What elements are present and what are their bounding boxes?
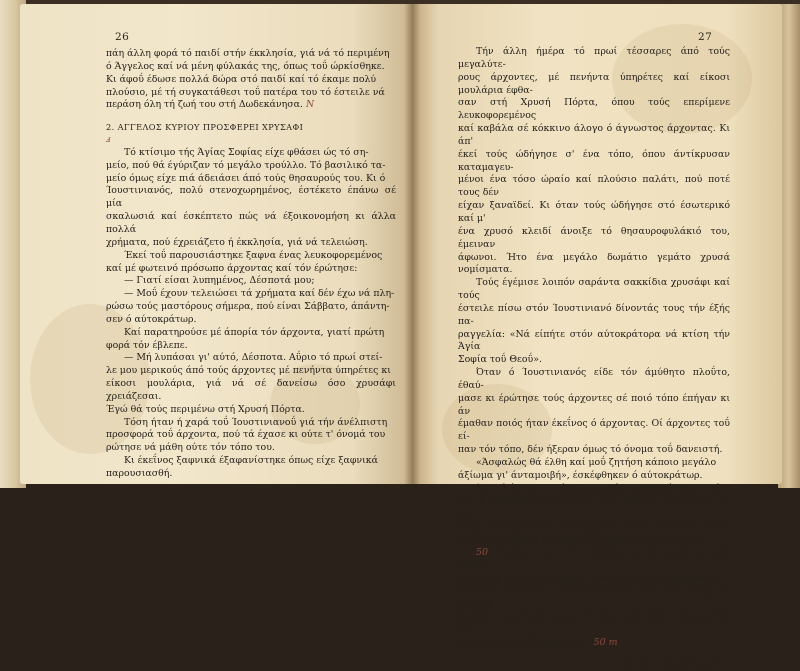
book-gutter bbox=[404, 4, 420, 484]
text-line: σπίτι ούτε δρόμο ματημένο εύρήκαν στόν ίδιο τόπο. bbox=[458, 534, 707, 546]
text-line: Ίουστινιανός, πολύ στενοχωρημένος, έστέκετο έπάνω σέ μία bbox=[106, 185, 396, 210]
text-line: «Άσφαλώς θά έλθη καί μοΰ ζητήση κάποιο μεγάλο bbox=[476, 457, 717, 468]
text-line: σκαλωσιά καί έσκέπτετο πώς νά έξοικονομήση κι άλλα πολλά bbox=[106, 211, 396, 235]
text-line: Τούς έγέμισε λοιπόν σαράντα σακκίδια χρυσάφι καί τούς bbox=[458, 277, 730, 302]
text-line: πάη άλλη φορά τό παιδί στήν έκκλησία, γιά νά τό περιμένη bbox=[106, 48, 390, 59]
text-line: σάφι, νά φέρουν καί τόν άρχοντα. Μά ούτε παλάτι ούτε bbox=[458, 521, 725, 533]
text-line: — Γιατί είσαι λυπημένος, Δέσποτά μου; bbox=[124, 275, 315, 287]
text-line: πλούσιο, μέ τή συγκατάθεσι τοΰ πατέρα του τό έστειλε νά bbox=[106, 86, 385, 98]
text-line: μένοι ένα τόσο ώραίο καί πλούσιο παλάτι, πού ποτέ τους δέν bbox=[458, 174, 730, 199]
text-line: έστειλες, Θεέ μου, τόν Άγγελό Σου καί μοΰ έφερε τή μεγάλη bbox=[458, 585, 730, 610]
text-line: 50 Ένόησε πιά τήν άλήθεια ό αύτοκράτωρ καί εύχαρί- bbox=[458, 546, 730, 571]
text-line: ρώτησε νά μάθη ούτε τόν τόπο του. bbox=[106, 442, 275, 454]
text-line: έμαθαν ποιός ήταν έκεΐνος ό άρχοντας. Οί άρχοντες τοΰ εί- bbox=[458, 418, 730, 443]
text-line: παρουσιασθή. bbox=[106, 468, 173, 479]
text-line: άφωνοι. Ήτο ένα μεγάλο δωμάτιο γεμάτο χρυσά νομίσματα. bbox=[458, 251, 730, 276]
text-line: Κι έκεΐνος ξαφνικά έξαφανίστηκε όπως είχε ξαφνικά bbox=[124, 455, 378, 467]
text-line: άξίωμα γι' άνταμοιβή», έσκέφθηκεν ό αύτοκράτωρ. bbox=[458, 469, 703, 481]
text-line: χρήματα, πού έχρειάζετο ή έκκλησία, γιά νά τελειώση. bbox=[106, 236, 368, 248]
text-line: είναι τό Άγιον Όνομά Σου». 50 m bbox=[458, 636, 618, 648]
text-line: ρους άρχοντες, μέ πενήντα ύπηρέτες καί είκοσι μουλάρια έφθα- bbox=[458, 71, 730, 96]
text-line: ρώσω τούς μαστόρους σήμερα, πού είναι Σάββατο, άπάντη- bbox=[106, 301, 390, 313]
text-line: καί μέ φωτεινό πρόσωπο άρχοντας καί τόν έρώτησε: bbox=[106, 262, 358, 274]
text-line: Τό κτίσιμο τής Άγίας Σοφίας είχε φθάσει ώς τό ση- bbox=[124, 146, 369, 158]
handwritten-mark: 50 bbox=[476, 546, 488, 558]
text-line: έκεί τούς ώδήγησε σ' ένα τόπο, όπου άντίκρυσαν καταμαγευ- bbox=[458, 148, 730, 173]
text-line: Άλλ' ό άγνωστος άρχοντας δέν παρουσιάσθηκε πιά. bbox=[476, 482, 724, 494]
text-line: παν τόν τόπο, δέν ήξεραν όμως τό όνομα τοΰ δανειστή. bbox=[458, 444, 723, 456]
section-heading: 2. ΑΓΓΕΛΟΣ ΚΥΡΙΟΥ ΠΡΟΣΦΕΡΕΙ ΧΡΥΣΑΦΙ bbox=[106, 122, 304, 133]
text-line: — Μή λυπάσαι γι' αύτό, Δέσποτα. Αΰριο τό πρωί στεί- bbox=[124, 352, 383, 364]
text-line: Τόση ήταν ή χαρά τοΰ Ίουστινιανοΰ γιά τήν άνέλπιστη bbox=[124, 416, 388, 428]
text-line: καί καβάλα σέ κόκκινο άλογο ό άγνωστος άρχοντας. Κι άπ' bbox=[458, 123, 730, 147]
text-line: Έκεί τοΰ παρουσιάστηκε ξαφνα ένας λευκοφορεμένος bbox=[124, 249, 383, 261]
page-number-left: 26 bbox=[115, 31, 130, 43]
right-page bbox=[412, 4, 782, 668]
text-line: ένα χρυσό κλειδί άνοιξε τό θησαυροφυλάκιό του, έμειναν bbox=[458, 225, 730, 250]
handwritten-mark: ⅎ bbox=[106, 135, 111, 146]
text-line: μασε κι έρώτησε τούς άρχοντες σέ ποιό τόπο έπήγαν κι άν bbox=[458, 392, 730, 417]
text-line: έστειλε πίσω στόν Ίουστινιανό δίνοντάς τους τήν έξής πα- bbox=[458, 302, 730, 327]
text-line: Έγώ θά τούς περιμένω στή Χρυσή Πόρτα. bbox=[106, 403, 305, 415]
text-line: Καί παρατηρούσε μέ άπορία τόν άρχοντα, γιατί πρώτη bbox=[124, 326, 385, 338]
text-line: στησε μέ μεγάλη εύλάβεια τό Θεό: «Τώρα έγνώρισα ότι bbox=[458, 572, 723, 584]
text-line: ραγγελία: «Νά είπήτε στόν αύτοκράτορα νά κτίση τήν Άγία bbox=[458, 328, 730, 353]
handwritten-mark: Ν bbox=[305, 99, 315, 111]
text-line: είχαν ξαναϊδεί. Κι όταν τούς ώδήγησε στό έσωτερικό καί μ' bbox=[458, 200, 730, 224]
text-line: Καί ό Ίουστινιανός έστειλε τούς ίδιους, πού έφεραν τό χρυ- bbox=[458, 495, 730, 520]
text-line: φορά τόν έβλεπε. bbox=[106, 339, 188, 351]
text-line: σαν στή Χρυσή Πόρτα, όπου τούς επερίμενε λευκοφορεμένος bbox=[458, 97, 730, 122]
text-line: προσφορά τοΰ άρχοντα, πού τά έχασε κι ούτε τ' όνομά του bbox=[106, 429, 386, 441]
text-line: σεν ό αύτοκράτωρ. bbox=[106, 313, 197, 325]
text-line: είκοσι μουλάρια, γιά νά σέ δανείσω όσο χρυσάφι χρειάζεσαι. bbox=[106, 378, 396, 402]
text-line: ό Άγγελος καί νά μένη φύλακάς της, όπως τοΰ ώρκίσθηκε. bbox=[106, 60, 385, 72]
right-text-column bbox=[458, 46, 730, 671]
text-line: μείο, πού θά έγύριζαν τό μεγάλο τρούλλο. Τό βασιλικό τα- bbox=[106, 159, 386, 171]
author-signature: Γεώργιος Ν. Καλαρκονιώτης bbox=[611, 658, 726, 668]
text-line: μείο όμως είχε πιά άδειάσει άπό τούς θησαυρούς του. Κι ό bbox=[106, 172, 386, 184]
text-line: Όταν ό Ίουστινιανός είδε τόν άμύθητο πλοΰτο, έθαύ- bbox=[458, 367, 730, 391]
text-line: λε μου μερικούς άπό τούς άρχοντες μέ πενήντα ύπηρέτες κι bbox=[106, 365, 391, 377]
text-line: Σοφία τοΰ Θεοΰ». bbox=[458, 354, 542, 366]
handwritten-mark: 50 m bbox=[593, 636, 618, 648]
page-number-right: 27 bbox=[698, 31, 713, 43]
text-line: δωρεά Σου, γιά νά κτίσω τήν έκκλησία Σου. Εύλογημένο νά bbox=[458, 611, 730, 635]
text-line: Τήν άλλη ήμέρα τό πρωί τέσσαρες άπό τούς μεγαλύτε- bbox=[458, 46, 730, 70]
text-line: περάση όλη τή ζωή του στή Δωδεκάνησα. Ν bbox=[106, 99, 315, 111]
left-page bbox=[20, 4, 412, 484]
text-line: Κι άφοΰ έδωσε πολλά δώρα στό παιδί καί τό έκαμε πολύ bbox=[106, 73, 377, 85]
text-line: — Μοΰ έχουν τελειώσει τά χρήματα καί δέν έχω νά πλη- bbox=[124, 288, 395, 300]
left-text-column bbox=[106, 48, 396, 481]
